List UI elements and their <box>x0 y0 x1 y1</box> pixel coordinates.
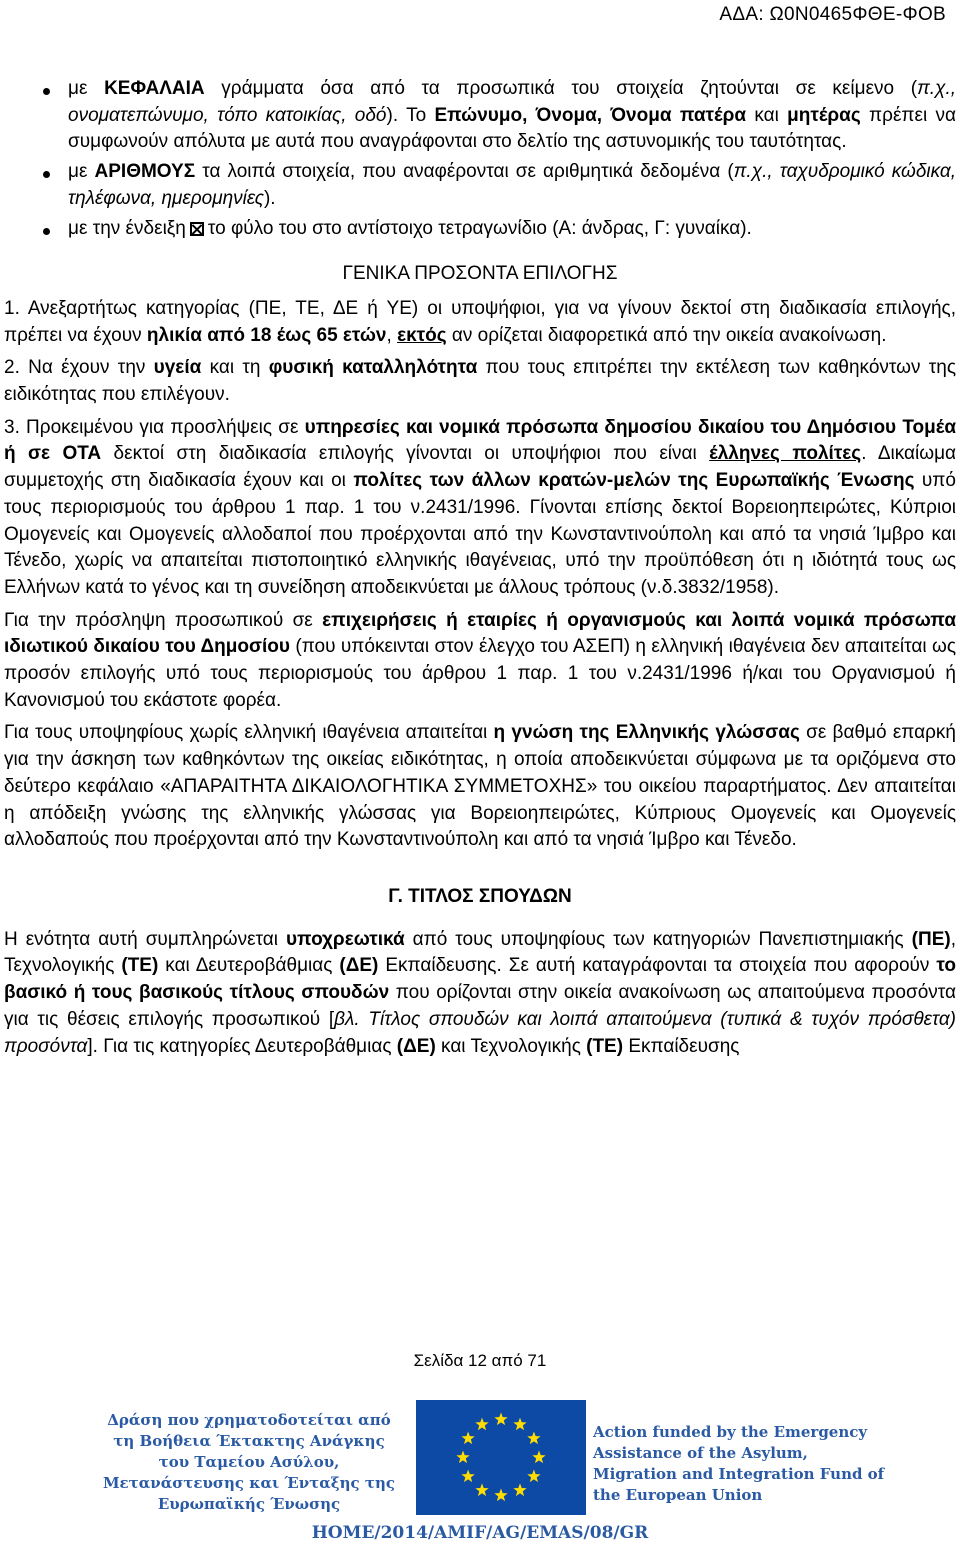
text-run: και Τεχνολογικής <box>435 1035 587 1057</box>
paragraph-private-law <box>4 608 956 715</box>
text-run: (ΠΕ) <box>911 928 951 950</box>
text-run: . Δικαίωμα συμμετοχής στη διαδικασία έχουν και οι <box>4 443 956 492</box>
text-run: Επώνυμο, Όνομα, Όνομα πατέρα <box>434 104 747 126</box>
text-run: που τους επιτρέπει την εκτέλεση των καθηκόντων της ειδικότητας που επιλέγουν. <box>4 357 956 406</box>
text-run: που ορίζονται στην οικεία ανακοίνωση ως απαιτούμενα προσόντα για τις θέσεις επιλογής προσωπικού [ <box>4 982 956 1030</box>
bullet-item-gender <box>4 216 956 243</box>
text-run: με <box>68 78 105 99</box>
paragraph-citizenship <box>4 415 956 602</box>
text-run: υπό τους περιορισμούς του άρθρου 1 παρ. 1 του ν.2431/1996. Γίνονται επίσης δεκτοί Βορειοηπειρώτες, Κύπριοι Ομογενείς και Ομογενείς αλλοδαποί που προέρχονται από την Κωνσταντινούπολη και από τα νησιά Ίμβρο και Τένεδο, χωρίς να απαιτείται πιστοποιητικό ελληνικής ιθαγένειας, υπό την προϋπόθεση ότι η ιδιότητά τους ως Ελλήνων κατά το γένος και τη συνείδηση αποδεικνύεται με άλλους τρόπους (ν.δ.3832/1958). <box>4 470 956 598</box>
paragraph-health <box>4 355 956 408</box>
general-qualifications-title: ΓΕΝΙΚΑ ΠΡΟΣΟΝΤΑ ΕΠΙΛΟΓΗΣ <box>342 263 618 285</box>
text-run: (ΤΕ) <box>121 955 159 977</box>
text-run: 2. Να έχουν την <box>4 357 154 379</box>
text-run: Η ενότητα αυτή συμπληρώνεται <box>4 928 286 950</box>
text-run: , Τεχνολογικής <box>4 928 957 977</box>
text-run: υπηρεσίες και νομικά πρόσωπα δημοσίου δικαίου του Δημόσιου Τομέα ή σε ΟΤΑ <box>4 416 956 465</box>
page-number: Σελίδα 12 από 71 <box>413 1351 547 1370</box>
text-run: αν ορίζεται διαφορετικά από την οικεία ανακοίνωση. <box>446 324 887 346</box>
bullet-item-numbers <box>4 159 956 212</box>
bullet-text-gender-pre: με την ένδειξη <box>68 217 186 239</box>
text-run: με <box>68 161 95 183</box>
grant-reference: HOME/2014/AMIF/AG/EMAS/08/GR <box>311 1523 649 1543</box>
text-run: μητέρας <box>787 104 861 126</box>
text-run: ΚΕΦΑΛΑΙΑ <box>104 78 205 99</box>
text-run: π.χ., ταχυδρομικό κώδικα, τηλέφωνα, ημερομηνίες <box>68 161 957 209</box>
text-run: 1. Ανεξαρτήτως κατηγορίας (ΠΕ, ΤΕ, ΔΕ ή ΥΕ) οι υποψήφιοι, για να γίνουν δεκτοί στη διαδικασία επιλογής, πρέπει να έχουν <box>4 297 956 346</box>
bullet-text-caps <box>68 78 956 152</box>
text-run: δεκτοί στη διαδικασία επιλογής γίνονται οι υποψήφιοι που είναι <box>101 443 710 465</box>
text-run: και τη <box>201 357 269 379</box>
bullet-icon <box>43 88 50 95</box>
text-run: σε βαθμό επαρκή για την άσκηση των καθηκόντων της οικείας ειδικότητας, η οποία αποδεικνύεται σύμφωνα με τα οριζόμενα στο δεύτερο κεφάλαιο «ΑΠΑΡΑΙΤΗΤΑ ΔΙΚΑΙΟΛΟΓΗΤΙΚΑ ΣΥΜΜΕΤΟΧΗΣ» του οικείου παραρτήματος. Δεν απαιτείται η απόδειξη γνώσης της ελληνικής γλώσσας για Βορειοηπειρώτες, Κύπριους Ομογενείς και Ομογενείς αλλοδαπούς που προέρχονται από την Κωνσταντινούπολη και από τα νησιά Ίμβρο και Τένεδο. <box>4 722 956 851</box>
text-run: ηλικία από 18 έως 65 ετών <box>146 324 387 346</box>
bullet-text-gender-post: το φύλο του στο αντίστοιχο τετραγωνίδιο (Α: άνδρας, Γ: γυναίκα). <box>207 217 752 239</box>
text-run: Εκπαίδευσης <box>623 1035 740 1057</box>
text-run: πολίτες των άλλων κρατών-μελών της Ευρωπαϊκής Ένωσης <box>353 470 915 492</box>
text-run: και <box>746 104 788 126</box>
bullet-text-numbers <box>68 161 956 209</box>
funding-text-greek: Δράση που χρηματοδοτείται από τη Βοήθεια Έκτακτης Ανάγκης του Ταμείου Ασύλου, Μετανάστευσης και Ένταξης της Ευρωπαϊκής Ένωσης <box>102 1411 396 1513</box>
eu-flag-icon <box>416 1400 586 1515</box>
text-run: , <box>386 324 398 346</box>
section-c-heading: Γ. ΤΙΤΛΟΣ ΣΠΟΥΔΩΝ <box>388 885 572 907</box>
paragraph-greek-language <box>4 720 956 854</box>
text-run: επιχειρήσεις ή εταιρίες ή οργανισμούς και λοιπά νομικά πρόσωπα ιδιωτικού δικαίου του Δημοσίου <box>4 609 956 658</box>
bullet-item-caps <box>4 76 956 156</box>
text-run: Εκπαίδευσης. Σε αυτή καταγράφονται τα στοιχεία που αφορούν <box>378 955 937 977</box>
ada-code: ΑΔΑ: Ω0Ν0465ΦΘΕ-ΦΟΒ <box>719 4 946 25</box>
bullet-icon <box>43 228 50 235</box>
text-run: η γνώση της Ελληνικής γλώσσας <box>493 722 800 744</box>
text-run: φυσική καταλληλότητα <box>268 357 478 379</box>
checked-box-icon <box>190 222 204 236</box>
text-run: 3. Προκειμένου για προσλήψεις σε <box>4 416 305 438</box>
text-run: Για την πρόσληψη προσωπικού σε <box>4 609 323 631</box>
text-run: ). <box>263 187 276 209</box>
text-run: και Δευτεροβάθμιας <box>158 955 340 977</box>
text-run: Για τους υποψηφίους χωρίς ελληνική ιθαγένεια απαιτείται <box>4 722 494 744</box>
paragraph-degree-title <box>4 927 956 1061</box>
text-run: εκτός <box>397 324 447 346</box>
text-run: γράμματα όσα από τα προσωπικά του στοιχεία ζητούνται σε κείμενο ( <box>204 78 918 99</box>
text-run: υγεία <box>153 357 202 379</box>
text-run: έλληνες πολίτες <box>709 443 862 465</box>
text-run: τα λοιπά στοιχεία, που αναφέρονται σε αριθμητικά δεδομένα ( <box>195 161 734 183</box>
document-body <box>4 76 956 1060</box>
paragraph-age <box>4 296 956 349</box>
text-run: (ΔΕ) <box>339 955 379 977</box>
text-run: πρέπει να συμφωνούν απόλυτα με αυτά που αναγράφονται στο δελτίο της αστυνομικής του ταυτότητας. <box>68 104 957 153</box>
text-run: βλ. Τίτλος σπουδών και λοιπά απαιτούμενα (τυπικά & τυχόν πρόσθετα) προσόντα <box>4 1008 956 1057</box>
text-run: υποχρεωτικά <box>286 928 405 950</box>
text-run: ΑΡΙΘΜΟΥΣ <box>94 161 196 183</box>
bullet-icon <box>43 171 50 178</box>
funding-text-english: Action funded by the Emergency Assistance of the Asylum, Migration and Integration Fund of the European Union <box>593 1423 885 1504</box>
text-run: ]. Για τις κατηγορίες Δευτεροβάθμιας <box>87 1035 397 1057</box>
text-run: (ΔΕ) <box>396 1035 436 1057</box>
text-run: το βασικό ή τους βασικούς τίτλους σπουδών <box>4 955 956 1004</box>
text-run: ). Το <box>386 104 435 126</box>
text-run: π.χ., ονοματεπώνυμο, τόπο κατοικίας, οδό <box>68 78 956 126</box>
text-run: (που υπόκεινται στον έλεγχο του ΑΣΕΠ) η ελληνική ιθαγένεια δεν απαιτείται ως προσόν επιλογής υπό τους περιορισμούς του άρθρου 1 παρ. 1 του ν.2431/1996 ή/και του Οργανισμού ή Κανονισμού του εκάστοτε φορέα. <box>4 636 956 711</box>
text-run: (ΤΕ) <box>586 1035 624 1057</box>
text-run: από τους υποψηφίους των κατηγοριών Πανεπιστημιακής <box>404 928 912 950</box>
